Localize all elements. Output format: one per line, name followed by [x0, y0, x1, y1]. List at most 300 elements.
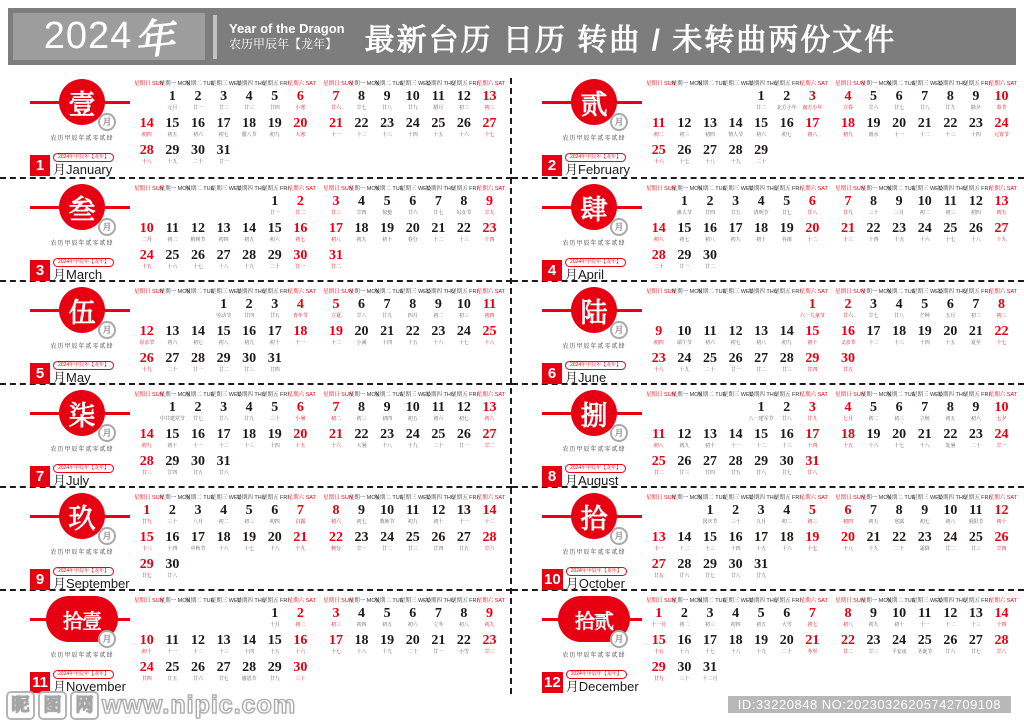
day-sublabel: 廿二	[484, 443, 495, 449]
day-sublabel: 十七	[192, 264, 203, 270]
day-number: 18	[779, 530, 794, 545]
day-cell	[774, 89, 800, 116]
day-cell	[185, 427, 211, 454]
day-sublabel: 廿一	[996, 443, 1007, 449]
day-number: 13	[968, 606, 983, 621]
day-sublabel: 十五	[756, 546, 767, 552]
day-cell	[748, 351, 774, 378]
weekday-header: 星期一 MON	[159, 598, 191, 604]
weekday-header: 星期四 THU	[425, 598, 455, 604]
day-sublabel: 廿二	[842, 649, 853, 655]
day-cell	[451, 606, 477, 633]
day-number: 11	[652, 427, 666, 442]
lunar-year-caption: 农历甲辰年贰零贰肆	[50, 653, 114, 659]
day-sublabel: 廿七	[356, 105, 367, 111]
day-number: 13	[165, 324, 180, 339]
day-sublabel: 初六	[970, 416, 981, 422]
weekday-header: 星期四 THU	[937, 186, 967, 192]
day-cell	[672, 221, 698, 248]
lunar-year-caption: 农历甲辰年贰零贰肆	[50, 344, 114, 350]
day-number: 22	[994, 324, 1009, 339]
day-number: 19	[779, 221, 794, 236]
subtitle-english: Year of the Dragon	[229, 20, 345, 36]
day-cell	[134, 503, 160, 530]
day-cell	[185, 557, 211, 584]
day-cell	[672, 248, 698, 275]
day-cell	[288, 557, 314, 584]
day-sublabel: 廿八	[218, 416, 229, 422]
day-number: 15	[651, 633, 666, 648]
weekday-header: 星期日 SUN	[134, 81, 164, 87]
day-sublabel: 初八	[807, 132, 818, 138]
day-cell	[963, 248, 989, 275]
month-number-row	[542, 559, 646, 590]
weekday-header: 星期一 MON	[860, 289, 892, 295]
day-sublabel: 廿二	[218, 105, 229, 111]
day-cell	[400, 297, 426, 324]
day-cell	[723, 530, 749, 557]
day-sublabel: 十五	[269, 649, 280, 655]
day-cell	[861, 606, 887, 633]
day-cell	[134, 606, 160, 633]
day-sublabel: 十二	[679, 546, 690, 552]
day-cell	[374, 89, 400, 116]
weekday-header: 星期五 FRI	[261, 81, 289, 87]
day-number: 8	[870, 194, 878, 209]
day-sublabel: 初五	[407, 416, 418, 422]
month-march	[0, 177, 512, 280]
month-seal-wrap	[542, 184, 646, 234]
day-number: 7	[921, 400, 929, 415]
day-cell	[374, 116, 400, 143]
day-sublabel: 十六	[218, 546, 229, 552]
day-number: 18	[354, 633, 369, 648]
weekday-header: 星期四 THU	[425, 495, 455, 501]
day-number: 31	[216, 143, 231, 158]
day-sublabel: 廿六	[218, 470, 229, 476]
day-cell	[963, 89, 989, 116]
day-sublabel: 初七	[679, 237, 690, 243]
day-cell	[697, 427, 723, 454]
lunar-year-caption: 农历甲辰年贰零贰肆	[562, 344, 626, 350]
day-cell	[912, 297, 938, 324]
day-number: 14	[482, 503, 497, 518]
day-sublabel: 十三	[458, 237, 469, 243]
day-number: 4	[783, 503, 791, 518]
day-cell	[697, 248, 723, 275]
day-number: 6	[844, 503, 852, 518]
day-number: 17	[866, 324, 881, 339]
day-sublabel: 十八	[653, 367, 664, 373]
day-sublabel: 二十	[756, 159, 767, 165]
weekday-header: 星期二 TUE	[185, 289, 215, 295]
day-number: 19	[328, 324, 343, 339]
day-sublabel: 初七	[356, 519, 367, 525]
day-sublabel: 三月	[894, 210, 905, 216]
day-sublabel: 初五	[996, 210, 1007, 216]
day-cell	[646, 660, 672, 687]
page-title: 最新台历 日历 转曲 / 未转曲两份文件	[364, 23, 897, 57]
day-cell	[886, 530, 912, 557]
weekday-header: 星期六 SAT	[799, 186, 828, 192]
day-number: 24	[405, 116, 420, 131]
day-sublabel: 南方小年	[802, 105, 823, 111]
day-cell	[938, 351, 964, 378]
day-cell	[886, 297, 912, 324]
month-seal: 贰	[571, 79, 617, 125]
day-cell	[938, 557, 964, 584]
day-sublabel: 十一	[894, 132, 905, 138]
weekday-header: 星期四 THU	[748, 392, 778, 398]
day-sublabel: 七夕	[996, 416, 1007, 422]
day-number: 17	[216, 427, 231, 442]
day-number: 26	[139, 351, 154, 366]
day-cell	[323, 557, 349, 584]
day-sublabel: 初四	[653, 340, 664, 346]
day-sublabel: 初三	[945, 210, 956, 216]
day-number: 18	[216, 530, 231, 545]
day-number: 19	[866, 427, 881, 442]
day-cell	[288, 194, 314, 221]
weekday-header: 星期五 FRI	[773, 81, 801, 87]
weekday-header: 星期三 WED	[399, 392, 431, 398]
day-sublabel: 初三	[704, 622, 715, 628]
day-cell	[451, 297, 477, 324]
day-number: 8	[946, 89, 954, 104]
weekday-header: 星期二 TUE	[886, 495, 916, 501]
day-sublabel: 十二	[945, 622, 956, 628]
day-sublabel: 初七	[458, 416, 469, 422]
day-number: 22	[354, 116, 369, 131]
day-cell	[349, 454, 375, 481]
day-sublabel: 廿九	[269, 676, 280, 682]
day-number: 14	[728, 116, 743, 131]
day-cell	[861, 324, 887, 351]
day-cell	[477, 297, 503, 324]
day-sublabel: 初十	[382, 237, 393, 243]
weekday-header: 星期四 THU	[425, 81, 455, 87]
day-cell	[160, 633, 186, 660]
day-number: 27	[482, 116, 497, 131]
day-cell	[211, 427, 237, 454]
day-cell	[211, 297, 237, 324]
day-sublabel: 初九	[781, 340, 792, 346]
day-cell	[323, 400, 349, 427]
day-cell	[349, 606, 375, 633]
month-september	[0, 486, 512, 589]
day-sublabel: 八一建军节	[748, 416, 774, 422]
day-cell	[646, 633, 672, 660]
day-number: 6	[296, 89, 304, 104]
day-cell	[323, 454, 349, 481]
day-number: 1	[271, 606, 279, 621]
day-cell	[989, 351, 1015, 378]
day-sublabel: 初三	[458, 313, 469, 319]
day-sublabel: 小暑	[295, 416, 306, 422]
day-sublabel: 十七	[894, 443, 905, 449]
day-cell	[963, 454, 989, 481]
day-cell	[774, 530, 800, 557]
month-number-box: 9	[30, 569, 50, 590]
day-row	[134, 194, 512, 221]
day-number: 27	[702, 454, 717, 469]
day-cell	[262, 400, 288, 427]
day-cell	[134, 116, 160, 143]
day-cell	[800, 351, 826, 378]
day-number: 21	[917, 427, 932, 442]
day-number: 16	[190, 116, 205, 131]
day-row	[134, 116, 512, 143]
day-cell	[886, 633, 912, 660]
day-cell	[451, 557, 477, 584]
weekday-header-row	[646, 390, 1024, 400]
day-cell	[886, 194, 912, 221]
day-cell	[477, 530, 503, 557]
month-calendar	[646, 385, 1024, 486]
day-sublabel: 廿九	[244, 416, 255, 422]
day-sublabel: 初三	[356, 416, 367, 422]
day-number: 11	[165, 633, 179, 648]
day-number: 18	[242, 116, 257, 131]
weekday-header: 星期日 SUN	[323, 289, 353, 295]
day-number: 16	[840, 324, 855, 339]
day-number: 1	[655, 606, 663, 621]
weekday-header: 星期三 WED	[399, 186, 431, 192]
day-cell	[477, 633, 503, 660]
day-number: 24	[139, 660, 154, 675]
day-sublabel: 十七	[704, 649, 715, 655]
month-name: 月January	[53, 162, 113, 177]
day-sublabel: 初八	[653, 443, 664, 449]
day-cell	[938, 427, 964, 454]
day-number: 1	[271, 194, 279, 209]
month-name: 月July	[53, 473, 90, 488]
day-cell	[697, 89, 723, 116]
year-pill-tag: 2024年甲辰年【龙年】	[565, 153, 626, 162]
day-cell	[400, 400, 426, 427]
day-cell	[989, 248, 1015, 275]
weekday-header: 星期日 SUN	[646, 598, 676, 604]
watermark-logo-char: 昵	[6, 691, 35, 720]
day-row	[646, 503, 1024, 530]
day-number: 11	[652, 116, 666, 131]
day-cell	[160, 454, 186, 481]
day-cell	[861, 194, 887, 221]
day-cell	[646, 324, 672, 351]
day-cell	[835, 351, 861, 378]
day-cell	[349, 633, 375, 660]
day-cell	[400, 503, 426, 530]
weekday-header: 星期日 SUN	[646, 392, 676, 398]
day-number: 21	[328, 427, 343, 442]
day-number: 2	[732, 503, 740, 518]
day-number: 2	[680, 606, 688, 621]
day-cell	[477, 143, 503, 170]
weekday-header: 星期四 THU	[236, 495, 266, 501]
day-number: 26	[728, 351, 743, 366]
day-sublabel: 十二	[192, 649, 203, 655]
day-cell	[672, 116, 698, 143]
day-cell	[134, 454, 160, 481]
day-sublabel: 十四	[730, 546, 741, 552]
year-pill-tag: 2024年甲辰年【龙年】	[53, 258, 114, 267]
day-cell	[236, 221, 262, 248]
day-number: 26	[456, 427, 471, 442]
day-cell	[723, 427, 749, 454]
day-cell	[236, 248, 262, 275]
day-cell	[349, 297, 375, 324]
moon-badge: 月	[610, 424, 628, 442]
day-number: 21	[866, 530, 881, 545]
day-sublabel: 三十	[730, 519, 741, 525]
day-cell	[185, 324, 211, 351]
weekday-header: 星期四 THU	[937, 495, 967, 501]
month-number-box: 2	[542, 155, 562, 176]
day-sublabel: 雨水	[868, 132, 879, 138]
weekday-header: 星期三 WED	[911, 289, 943, 295]
day-rows	[646, 400, 1024, 481]
day-cell	[323, 351, 349, 378]
weekday-header: 星期六 SAT	[476, 81, 506, 87]
day-sublabel: 感恩节	[241, 676, 257, 682]
day-cell	[697, 194, 723, 221]
day-number: 19	[754, 633, 769, 648]
day-cell	[236, 297, 262, 324]
day-cell	[989, 297, 1015, 324]
day-sublabel: 廿六	[868, 105, 879, 111]
day-sublabel: 初八	[330, 237, 341, 243]
day-sublabel: 初四	[356, 622, 367, 628]
day-sublabel: 惊蛰	[382, 210, 393, 216]
day-sublabel: 廿五	[730, 470, 741, 476]
day-number: 22	[456, 221, 471, 236]
day-sublabel: 廿四	[704, 210, 715, 216]
day-cell	[938, 503, 964, 530]
day-row	[646, 116, 1024, 143]
day-number: 6	[358, 297, 366, 312]
day-sublabel: 初十	[756, 237, 767, 243]
day-sublabel: 霜降	[919, 546, 930, 552]
day-cell	[160, 400, 186, 427]
day-cell	[160, 89, 186, 116]
day-cell	[349, 530, 375, 557]
day-cell	[989, 454, 1015, 481]
day-cell	[835, 116, 861, 143]
weekday-header: 星期五 FRI	[261, 598, 289, 604]
day-sublabel: 三十	[295, 676, 306, 682]
weekday-header: 星期四 THU	[937, 598, 967, 604]
day-cell	[989, 194, 1015, 221]
month-may	[0, 280, 512, 383]
weekday-header: 星期五 FRI	[773, 392, 801, 398]
day-row	[646, 351, 1024, 378]
day-cell	[963, 297, 989, 324]
day-cell	[886, 116, 912, 143]
day-number: 5	[383, 606, 391, 621]
day-cell	[912, 660, 938, 687]
day-sublabel: 十九	[244, 264, 255, 270]
day-number: 3	[870, 297, 878, 312]
center-dashed-divider	[510, 78, 512, 694]
day-cell	[963, 557, 989, 584]
calendar-grid	[0, 74, 1024, 692]
day-number: 17	[216, 116, 231, 131]
day-cell	[938, 400, 964, 427]
day-cell	[400, 143, 426, 170]
day-sublabel: 廿六	[756, 470, 767, 476]
day-number: 21	[805, 633, 820, 648]
month-seal-wrap	[542, 596, 646, 646]
day-sublabel: 六一儿童节	[799, 313, 825, 319]
month-number-box: 8	[542, 466, 562, 487]
day-sublabel: 十六	[781, 546, 792, 552]
day-cell	[160, 427, 186, 454]
day-cell	[323, 633, 349, 660]
day-cell	[349, 221, 375, 248]
day-number: 6	[296, 400, 304, 415]
day-sublabel: 小寒	[295, 105, 306, 111]
month-number-row	[30, 250, 134, 281]
day-sublabel: 除夕	[970, 105, 981, 111]
weekday-header: 星期五 FRI	[963, 289, 991, 295]
day-number: 17	[805, 427, 820, 442]
day-sublabel: 十四	[167, 546, 178, 552]
day-rows	[134, 194, 512, 275]
day-cell	[774, 606, 800, 633]
day-number: 8	[409, 297, 417, 312]
day-number: 5	[271, 89, 279, 104]
day-cell	[800, 633, 826, 660]
day-number: 30	[728, 557, 743, 572]
weekday-header: 星期四 THU	[937, 392, 967, 398]
weekday-header: 星期六 SAT	[476, 289, 506, 295]
weekday-header: 星期四 THU	[236, 81, 266, 87]
day-sublabel: 十月	[269, 622, 280, 628]
day-cell	[211, 143, 237, 170]
day-number: 31	[267, 351, 282, 366]
day-number: 15	[267, 221, 282, 236]
day-number: 9	[972, 400, 980, 415]
day-cell	[288, 400, 314, 427]
day-sublabel: 中秋节	[190, 546, 206, 552]
day-number: 28	[242, 248, 257, 263]
day-cell	[800, 660, 826, 687]
day-cell	[477, 557, 503, 584]
day-cell	[800, 324, 826, 351]
day-cell	[451, 324, 477, 351]
weekday-header: 星期二 TUE	[886, 186, 916, 192]
day-sublabel: 十四	[407, 132, 418, 138]
weekday-header: 星期六 SAT	[476, 186, 506, 192]
month-seal-wrap	[30, 184, 134, 234]
day-sublabel: 初六	[433, 416, 444, 422]
day-number: 18	[754, 221, 769, 236]
day-cell	[697, 503, 723, 530]
month-label	[542, 488, 646, 589]
day-number: 13	[216, 633, 231, 648]
day-number: 31	[805, 454, 820, 469]
day-sublabel: 十九	[756, 649, 767, 655]
day-row	[646, 454, 1024, 481]
weekday-header-row	[134, 184, 512, 194]
month-name: 月April	[565, 267, 605, 282]
day-number: 8	[895, 503, 903, 518]
day-number: 16	[702, 221, 717, 236]
moon-badge: 月	[98, 321, 116, 339]
day-rows	[646, 194, 1024, 275]
day-row	[134, 221, 512, 248]
day-sublabel: 三十	[679, 676, 690, 682]
